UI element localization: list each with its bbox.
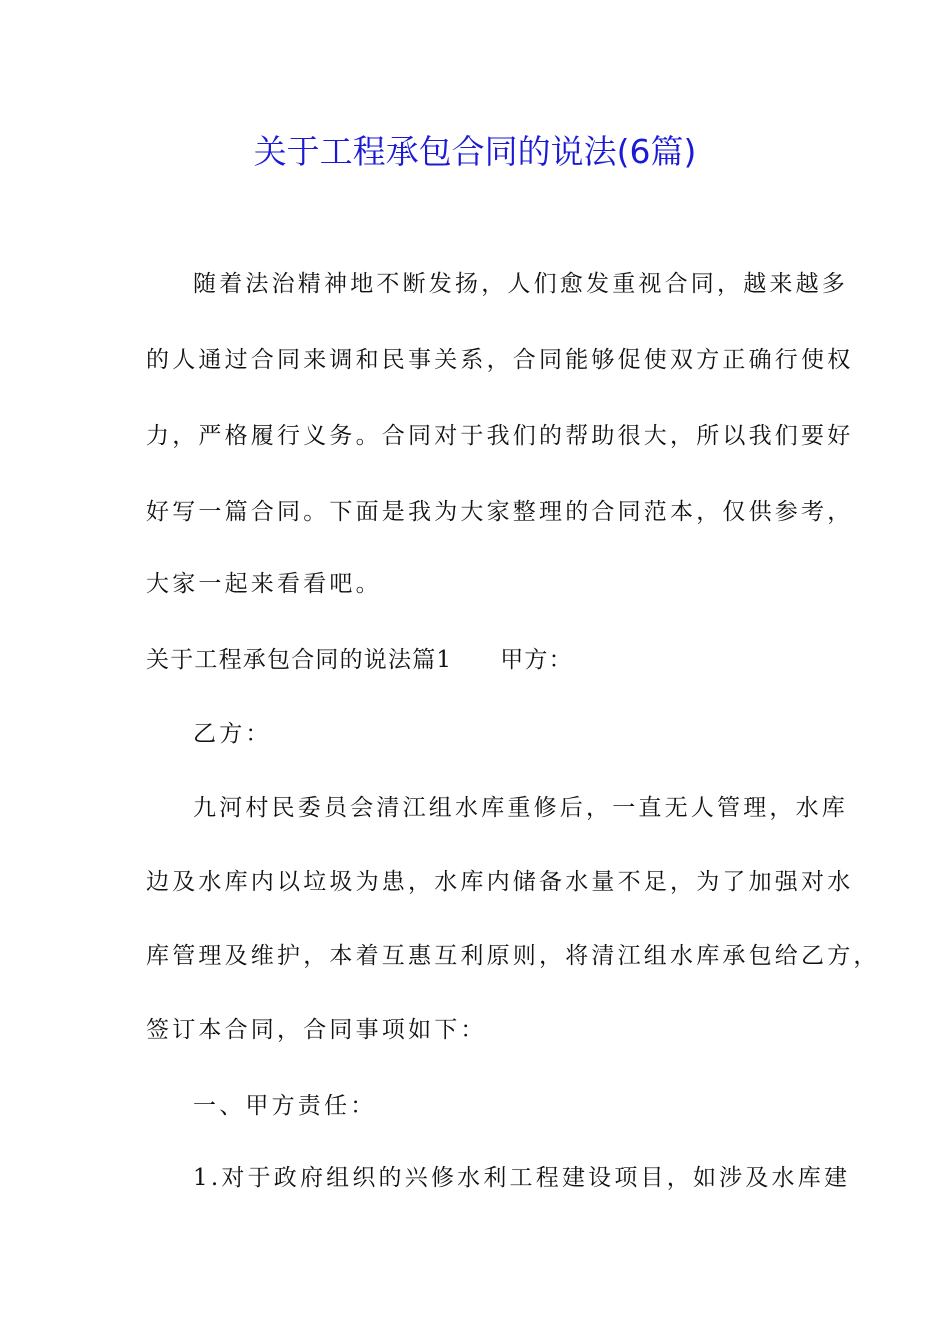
section-heading-line (146, 644, 573, 676)
clause-1-line: 1.对于政府组织的兴修水利工程建设项目，如涉及水库建 (193, 1165, 851, 1191)
intro-line-1: 随着法治精神地不断发扬，人们愈发重视合同，越来越多 (193, 271, 848, 297)
body-line-1: 九河村民委员会清江组水库重修后，一直无人管理，水库 (193, 795, 848, 821)
intro-line-2: 的人通过合同来调和民事关系，合同能够促使双方正确行使权 (146, 347, 854, 373)
document-title: 关于工程承包合同的说法(6篇) (253, 132, 697, 171)
body-line-3: 库管理及维护，本着互惠互利原则，将清江组水库承包给乙方， (146, 943, 880, 969)
intro-line-3: 力，严格履行义务。合同对于我们的帮助很大，所以我们要好 (146, 423, 854, 449)
party-a-label: 甲方： (500, 647, 573, 673)
intro-line-4: 好写一篇合同。下面是我为大家整理的合同范本，仅供参考， (146, 499, 854, 525)
body-line-2: 边及水库内以垃圾为患，水库内储备水量不足，为了加强对水 (146, 869, 854, 895)
intro-line-5: 大家一起来看看吧。 (146, 571, 382, 597)
body-line-4: 签订本合同，合同事项如下： (146, 1017, 487, 1043)
clause-heading: 一、甲方责任： (193, 1093, 377, 1119)
party-b-label: 乙方： (193, 721, 272, 747)
section-heading: 关于工程承包合同的说法篇1 (146, 647, 453, 673)
